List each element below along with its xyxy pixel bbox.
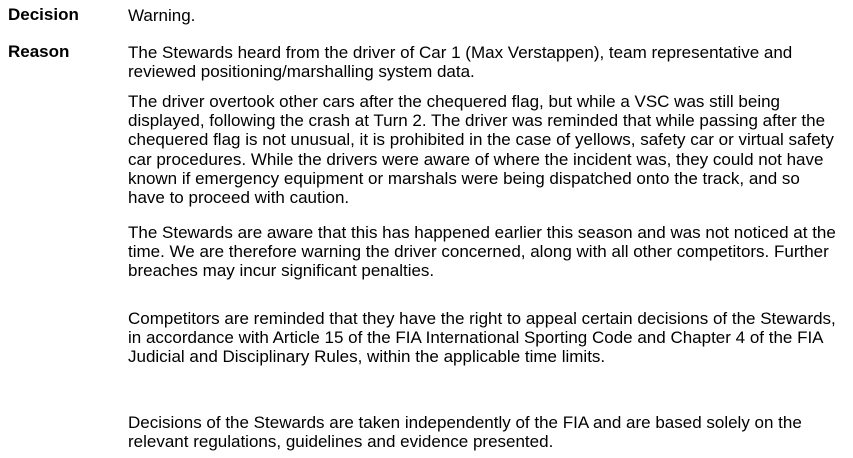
appeal-notice: Competitors are reminded that they have the right to appeal certain decisions of the Stewards, in accordance with Article 15 of the FIA International Sporting Code and Chapter 4 of the FIA Judicial and Disciplinary Rules, within the applicable time limits. [128,309,836,367]
reason-paragraph-2: The driver overtook other cars after the chequered flag, but while a VSC was still being displayed, following the crash at Turn 2. The driver was reminded that while passing after the chequered flag is not unusual, it is prohibited in the case of yellows, safety car or virtual safety car procedures. While the drivers were aware of where the incident was, they could not have known if emergency equipment or marshals were being dispatched onto the track, and so have to proceed with caution. [128,92,834,208]
reason-label: Reason [8,42,70,61]
reason-paragraph-3: The Stewards are aware that this has happened earlier this season and was not noticed at the time. We are therefore warning the driver concerned, along with all other competitors. Further breaches may incur significant penalties. [128,223,836,281]
decision-value: Warning. [128,6,196,25]
reason-paragraph-1: The Stewards heard from the driver of Car 1 (Max Verstappen), team representative and reviewed positioning/marshalling system data. [128,43,793,82]
independence-notice: Decisions of the Stewards are taken independently of the FIA and are based solely on the relevant regulations, guidelines and evidence presented. [128,413,802,452]
decision-label: Decision [8,5,79,24]
